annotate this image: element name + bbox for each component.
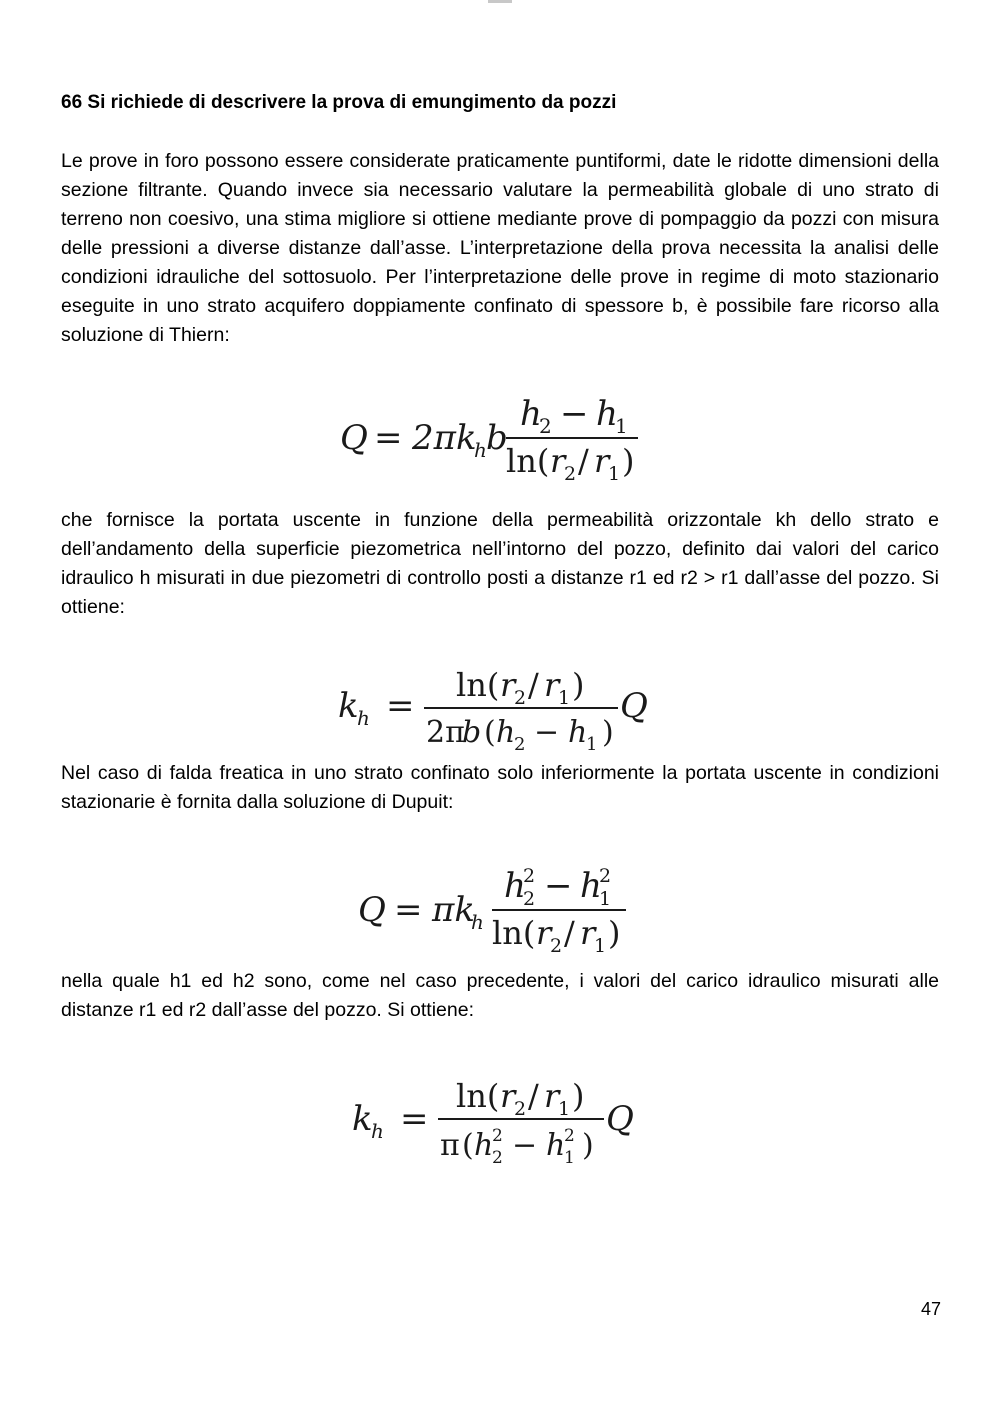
formula-equals: = <box>374 418 403 458</box>
paragraph-dupuit-explanation: nella quale h1 ed h2 sono, come nel caso precedente, i valori del carico idraulico misurati alle distanze r1 ed r2 dall’asse del pozzo. Si ottiene: <box>61 970 939 1021</box>
section-title: 66 Si richiede di descrivere la prova di emungimento da pozzi <box>61 92 617 113</box>
formula-den-slash: / <box>564 914 575 952</box>
formula-lhs: Q <box>358 890 386 930</box>
formula-num-r2-sub: 2 <box>514 1098 527 1120</box>
formula-thiem <box>340 392 650 485</box>
formula-num-b-sub: 1 <box>599 888 612 910</box>
formula-lhs-sub: h <box>371 1119 384 1143</box>
formula-den-ln: ln( <box>506 442 550 480</box>
formula-num-slash: / <box>528 666 539 704</box>
formula-den-slash: / <box>578 442 589 480</box>
formula-num-op: − <box>544 866 573 906</box>
formula-num-op: − <box>560 394 589 434</box>
formula-den-op: − <box>534 715 560 750</box>
formula-equals: = <box>386 686 415 726</box>
formula-num-r1: r <box>544 1077 560 1115</box>
formula-num-r1-sub: 1 <box>558 1098 571 1120</box>
formula-dupuit <box>358 864 638 956</box>
formula-kh-confined <box>338 662 668 754</box>
formula-equals: = <box>394 890 423 930</box>
formula-coef: 2πk <box>412 418 477 458</box>
formula-num-a-sup: 2 <box>523 865 536 887</box>
formula-num-a: h <box>504 866 526 906</box>
formula-kh-unconfined <box>352 1075 652 1167</box>
formula-den-h1-sup: 2 <box>564 1126 575 1146</box>
formula-coef-sub: h <box>474 438 487 462</box>
formula-den-close: ) <box>582 1128 594 1163</box>
formula-coef-sub: h <box>471 910 484 934</box>
formula-num-r2: r <box>500 1077 516 1115</box>
formula-num-close: ) <box>572 1077 585 1115</box>
formula-coef-b: b <box>486 418 508 458</box>
formula-den-close: ) <box>608 914 621 952</box>
formula-lhs: k <box>352 1099 373 1139</box>
formula-den-r1: r <box>580 914 596 952</box>
paragraph-dupuit-intro: Nel caso di falda freatica in uno strato confinato solo inferiormente la portata uscente in condizioni stazionarie è fornita dalla soluzione di Dupuit: <box>61 762 939 813</box>
formula-den-h1: h <box>546 1128 566 1163</box>
formula-equals: = <box>400 1099 429 1139</box>
formula-lhs: k <box>338 686 359 726</box>
formula-den-r1-sub: 1 <box>594 935 607 957</box>
paragraph-thiem-explanation: che fornisce la portata uscente in funzione della permeabilità orizzontale kh dello strato e dell’andamento della superficie piezometrica nell’intorno del pozzo, definito dai valori del carico idraulico h misurati in due piezometri di controllo posti a distanze r1 ed r2 > r1 dall’asse del pozzo. Si ottiene: <box>61 509 939 618</box>
formula-den-open: ( <box>462 1128 474 1163</box>
formula-den-r2-sub: 2 <box>564 463 577 485</box>
formula-den-b: b <box>462 715 482 750</box>
formula-rhs: Q <box>620 686 648 726</box>
formula-lhs: Q <box>340 418 368 458</box>
formula-den-close: ) <box>602 715 614 750</box>
scan-mark <box>488 0 512 3</box>
page-number: 47 <box>920 1299 941 1319</box>
formula-den-ln: ln( <box>492 914 536 952</box>
formula-num-close: ) <box>572 666 585 704</box>
formula-coef: πk <box>432 890 475 930</box>
formula-den-r2-sub: 2 <box>550 935 563 957</box>
formula-num-slash: / <box>528 1077 539 1115</box>
formula-den-h2-sub: 2 <box>492 1148 503 1168</box>
formula-den-op: − <box>512 1128 538 1163</box>
formula-den-h1-sub: 1 <box>586 734 598 755</box>
formula-num-b: h <box>580 866 602 906</box>
formula-num-b: h <box>596 394 618 434</box>
formula-den-h2-sup: 2 <box>492 1126 503 1146</box>
formula-den-r2: r <box>536 914 552 952</box>
formula-den-h2-sub: 2 <box>514 734 526 755</box>
formula-num-a-sub: 2 <box>523 888 536 910</box>
formula-num-a: h <box>520 394 542 434</box>
formula-den-h1: h <box>568 715 588 750</box>
formula-den-r1: r <box>594 442 610 480</box>
formula-num-ln: ln( <box>456 1077 500 1115</box>
formula-den-r1-sub: 1 <box>608 463 621 485</box>
formula-num-a-sub: 2 <box>539 414 552 438</box>
formula-lhs-sub: h <box>357 706 370 730</box>
formula-den-h2: h <box>474 1128 494 1163</box>
formula-den-r2: r <box>550 442 566 480</box>
formula-den-h1-sub: 1 <box>564 1148 575 1168</box>
formula-den-coef: π <box>440 1128 460 1163</box>
formula-num-r1: r <box>544 666 560 704</box>
formula-den-h2: h <box>496 715 516 750</box>
formula-num-r2: r <box>500 666 516 704</box>
formula-rhs: Q <box>606 1099 634 1139</box>
formula-num-ln: ln( <box>456 666 500 704</box>
formula-num-r2-sub: 2 <box>514 687 527 709</box>
formula-num-b-sup: 2 <box>599 865 612 887</box>
formula-den-open: ( <box>484 715 496 750</box>
formula-den-close: ) <box>622 442 635 480</box>
formula-num-r1-sub: 1 <box>558 687 571 709</box>
formula-den-coef: 2π <box>426 715 465 750</box>
paragraph-intro: Le prove in foro possono essere considerate praticamente puntiformi, date le ridotte dimensioni della sezione filtrante. Quando invece sia necessario valutare la permeabilità globale di uno strato di terreno non coesivo, una stima migliore si ottiene mediante prove di pompaggio da pozzi con misura delle pressioni a diverse distanze dall’asse. L’interpretazione della prova necessita la analisi delle condizioni idrauliche del sottosuolo. Per l’interpretazione delle prove in regime di moto stazionario eseguite in uno strato acquifero doppiamente confinato di spessore b, è possibile fare ricorso alla soluzione di Thiern: <box>61 150 939 346</box>
formula-num-b-sub: 1 <box>615 414 628 438</box>
